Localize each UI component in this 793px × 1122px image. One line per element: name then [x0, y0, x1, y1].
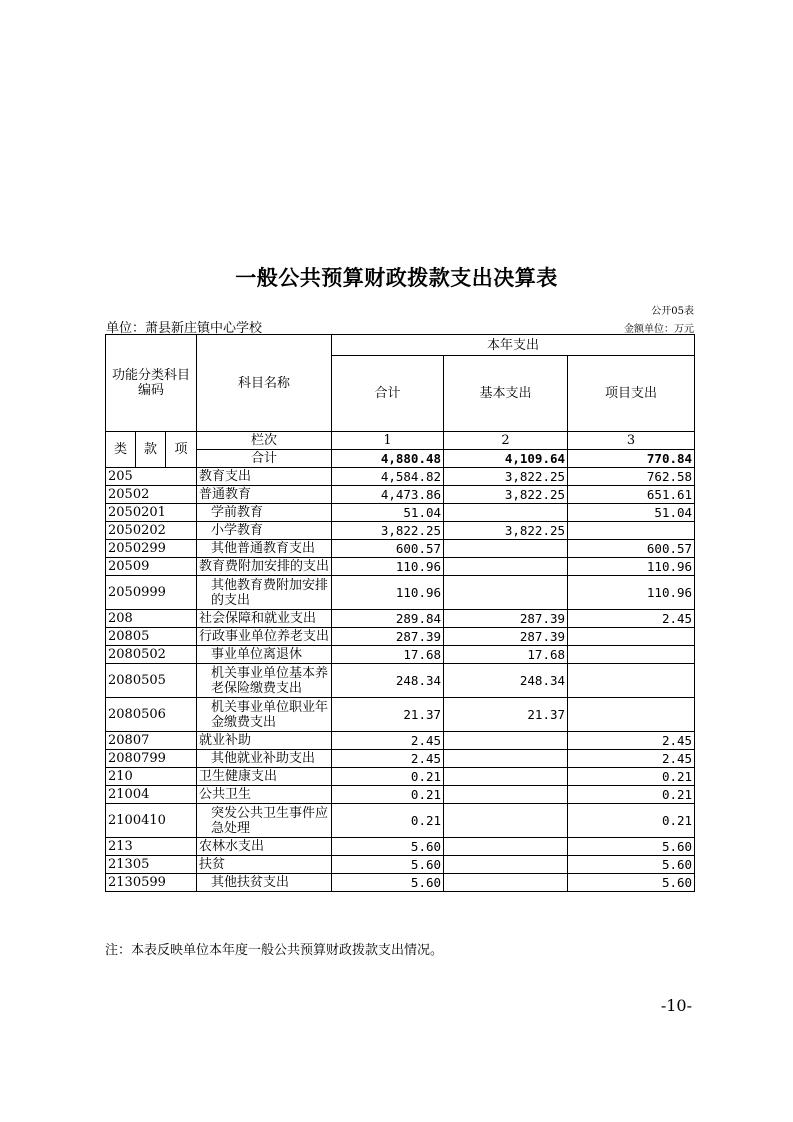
row-code: 2080506	[106, 698, 197, 732]
total-basic: 4,109.64	[444, 450, 568, 468]
row-basic: 17.68	[444, 646, 568, 664]
header-project: 项目支出	[568, 356, 695, 432]
row-name: 学前教育	[197, 504, 332, 522]
row-total: 2.45	[332, 732, 444, 750]
row-code: 2080502	[106, 646, 197, 664]
row-basic	[444, 558, 568, 576]
row-name: 教育费附加安排的支出	[197, 558, 332, 576]
row-total: 17.68	[332, 646, 444, 664]
row-total: 3,822.25	[332, 522, 444, 540]
row-code: 20509	[106, 558, 197, 576]
row-name: 农林水支出	[197, 838, 332, 856]
page-number: -10-	[660, 996, 692, 1015]
row-name: 其他扶贫支出	[197, 874, 332, 892]
table-row	[106, 856, 695, 874]
row-name: 卫生健康支出	[197, 768, 332, 786]
row-project: 2.45	[568, 750, 695, 768]
form-code: 公开05表	[651, 306, 694, 317]
row-code: 213	[106, 838, 197, 856]
header-subject-name: 科目名称	[197, 335, 332, 432]
row-basic: 3,822.25	[444, 468, 568, 486]
row-total: 248.34	[332, 664, 444, 698]
total-label: 合计	[197, 450, 332, 468]
table-row	[106, 732, 695, 750]
row-basic	[444, 750, 568, 768]
row-name: 机关事业单位基本养老保险缴费支出	[197, 664, 332, 698]
table-row	[106, 874, 695, 892]
row-basic: 287.39	[444, 628, 568, 646]
row-total: 110.96	[332, 576, 444, 610]
budget-table	[105, 334, 695, 892]
row-total: 600.57	[332, 540, 444, 558]
total-project: 770.84	[568, 450, 695, 468]
row-total: 21.37	[332, 698, 444, 732]
row-project: 762.58	[568, 468, 695, 486]
footnote: 注：本表反映单位本年度一般公共预算财政拨款支出情况。	[105, 943, 444, 958]
row-basic	[444, 874, 568, 892]
row-total: 110.96	[332, 558, 444, 576]
table-row	[106, 504, 695, 522]
row-project	[568, 698, 695, 732]
header-basic: 基本支出	[444, 356, 568, 432]
table-row	[106, 558, 695, 576]
row-project: 600.57	[568, 540, 695, 558]
table-row	[106, 698, 695, 732]
header-func-code: 功能分类科目编码	[106, 335, 197, 432]
row-total: 4,473.86	[332, 486, 444, 504]
row-name: 突发公共卫生事件应急处理	[197, 804, 332, 838]
header-lanci: 栏次	[197, 432, 332, 450]
row-total: 287.39	[332, 628, 444, 646]
header-current-year: 本年支出	[332, 335, 695, 356]
row-name: 教育支出	[197, 468, 332, 486]
row-code: 2050202	[106, 522, 197, 540]
row-name: 小学教育	[197, 522, 332, 540]
row-name: 其他教育费附加安排的支出	[197, 576, 332, 610]
row-total: 51.04	[332, 504, 444, 522]
money-unit-label: 金额单位：万元	[624, 324, 694, 335]
row-name: 公共卫生	[197, 786, 332, 804]
row-code: 21004	[106, 786, 197, 804]
row-total: 2.45	[332, 750, 444, 768]
unit-label: 单位：萧县新庄镇中心学校	[106, 321, 263, 336]
row-code: 20502	[106, 486, 197, 504]
header-col3: 3	[568, 432, 695, 450]
table-row	[106, 750, 695, 768]
row-basic	[444, 838, 568, 856]
row-code: 21305	[106, 856, 197, 874]
row-project: 5.60	[568, 838, 695, 856]
header-lei: 类	[106, 432, 136, 468]
row-basic: 21.37	[444, 698, 568, 732]
row-name: 机关事业单位职业年金缴费支出	[197, 698, 332, 732]
row-basic: 248.34	[444, 664, 568, 698]
row-basic	[444, 786, 568, 804]
row-basic	[444, 540, 568, 558]
row-name: 社会保障和就业支出	[197, 610, 332, 628]
table-row	[106, 522, 695, 540]
row-basic	[444, 856, 568, 874]
row-code: 2050201	[106, 504, 197, 522]
row-total: 5.60	[332, 838, 444, 856]
row-basic	[444, 804, 568, 838]
row-basic: 287.39	[444, 610, 568, 628]
row-basic	[444, 732, 568, 750]
row-code: 20805	[106, 628, 197, 646]
row-code: 2080799	[106, 750, 197, 768]
row-name: 事业单位离退休	[197, 646, 332, 664]
table-row	[106, 804, 695, 838]
table-row	[106, 610, 695, 628]
row-total: 4,584.82	[332, 468, 444, 486]
table-row	[106, 628, 695, 646]
table-row	[106, 646, 695, 664]
row-code: 2050999	[106, 576, 197, 610]
row-total: 0.21	[332, 804, 444, 838]
row-total: 0.21	[332, 786, 444, 804]
row-name: 普通教育	[197, 486, 332, 504]
row-project: 110.96	[568, 558, 695, 576]
row-name: 其他普通教育支出	[197, 540, 332, 558]
row-basic	[444, 768, 568, 786]
row-name: 其他就业补助支出	[197, 750, 332, 768]
row-code: 210	[106, 768, 197, 786]
table-row	[106, 838, 695, 856]
table-row	[106, 768, 695, 786]
row-project: 2.45	[568, 610, 695, 628]
row-project: 5.60	[568, 856, 695, 874]
header-col2: 2	[444, 432, 568, 450]
row-total: 5.60	[332, 874, 444, 892]
row-project	[568, 646, 695, 664]
row-code: 205	[106, 468, 197, 486]
row-project	[568, 628, 695, 646]
row-name: 行政事业单位养老支出	[197, 628, 332, 646]
row-project: 5.60	[568, 874, 695, 892]
row-name: 就业补助	[197, 732, 332, 750]
row-total: 5.60	[332, 856, 444, 874]
table-row	[106, 786, 695, 804]
row-basic: 3,822.25	[444, 522, 568, 540]
table-row	[106, 576, 695, 610]
row-basic: 3,822.25	[444, 486, 568, 504]
row-project: 0.21	[568, 804, 695, 838]
row-basic	[444, 504, 568, 522]
header-xiang: 项	[166, 432, 197, 468]
table-row	[106, 468, 695, 486]
row-project: 2.45	[568, 732, 695, 750]
table-row	[106, 486, 695, 504]
row-project: 0.21	[568, 786, 695, 804]
header-col1: 1	[332, 432, 444, 450]
row-project: 110.96	[568, 576, 695, 610]
row-code: 2130599	[106, 874, 197, 892]
row-project	[568, 522, 695, 540]
table-row	[106, 664, 695, 698]
page-title: 一般公共预算财政拨款支出决算表	[235, 266, 558, 290]
row-code: 2050299	[106, 540, 197, 558]
row-total: 289.84	[332, 610, 444, 628]
total-total: 4,880.48	[332, 450, 444, 468]
header-total: 合计	[332, 356, 444, 432]
row-code: 20807	[106, 732, 197, 750]
row-name: 扶贫	[197, 856, 332, 874]
row-code: 208	[106, 610, 197, 628]
row-code: 2100410	[106, 804, 197, 838]
row-code: 2080505	[106, 664, 197, 698]
row-total: 0.21	[332, 768, 444, 786]
row-project	[568, 664, 695, 698]
table-row	[106, 540, 695, 558]
header-kuan: 款	[136, 432, 166, 468]
row-project: 651.61	[568, 486, 695, 504]
row-project: 0.21	[568, 768, 695, 786]
row-project: 51.04	[568, 504, 695, 522]
row-basic	[444, 576, 568, 610]
